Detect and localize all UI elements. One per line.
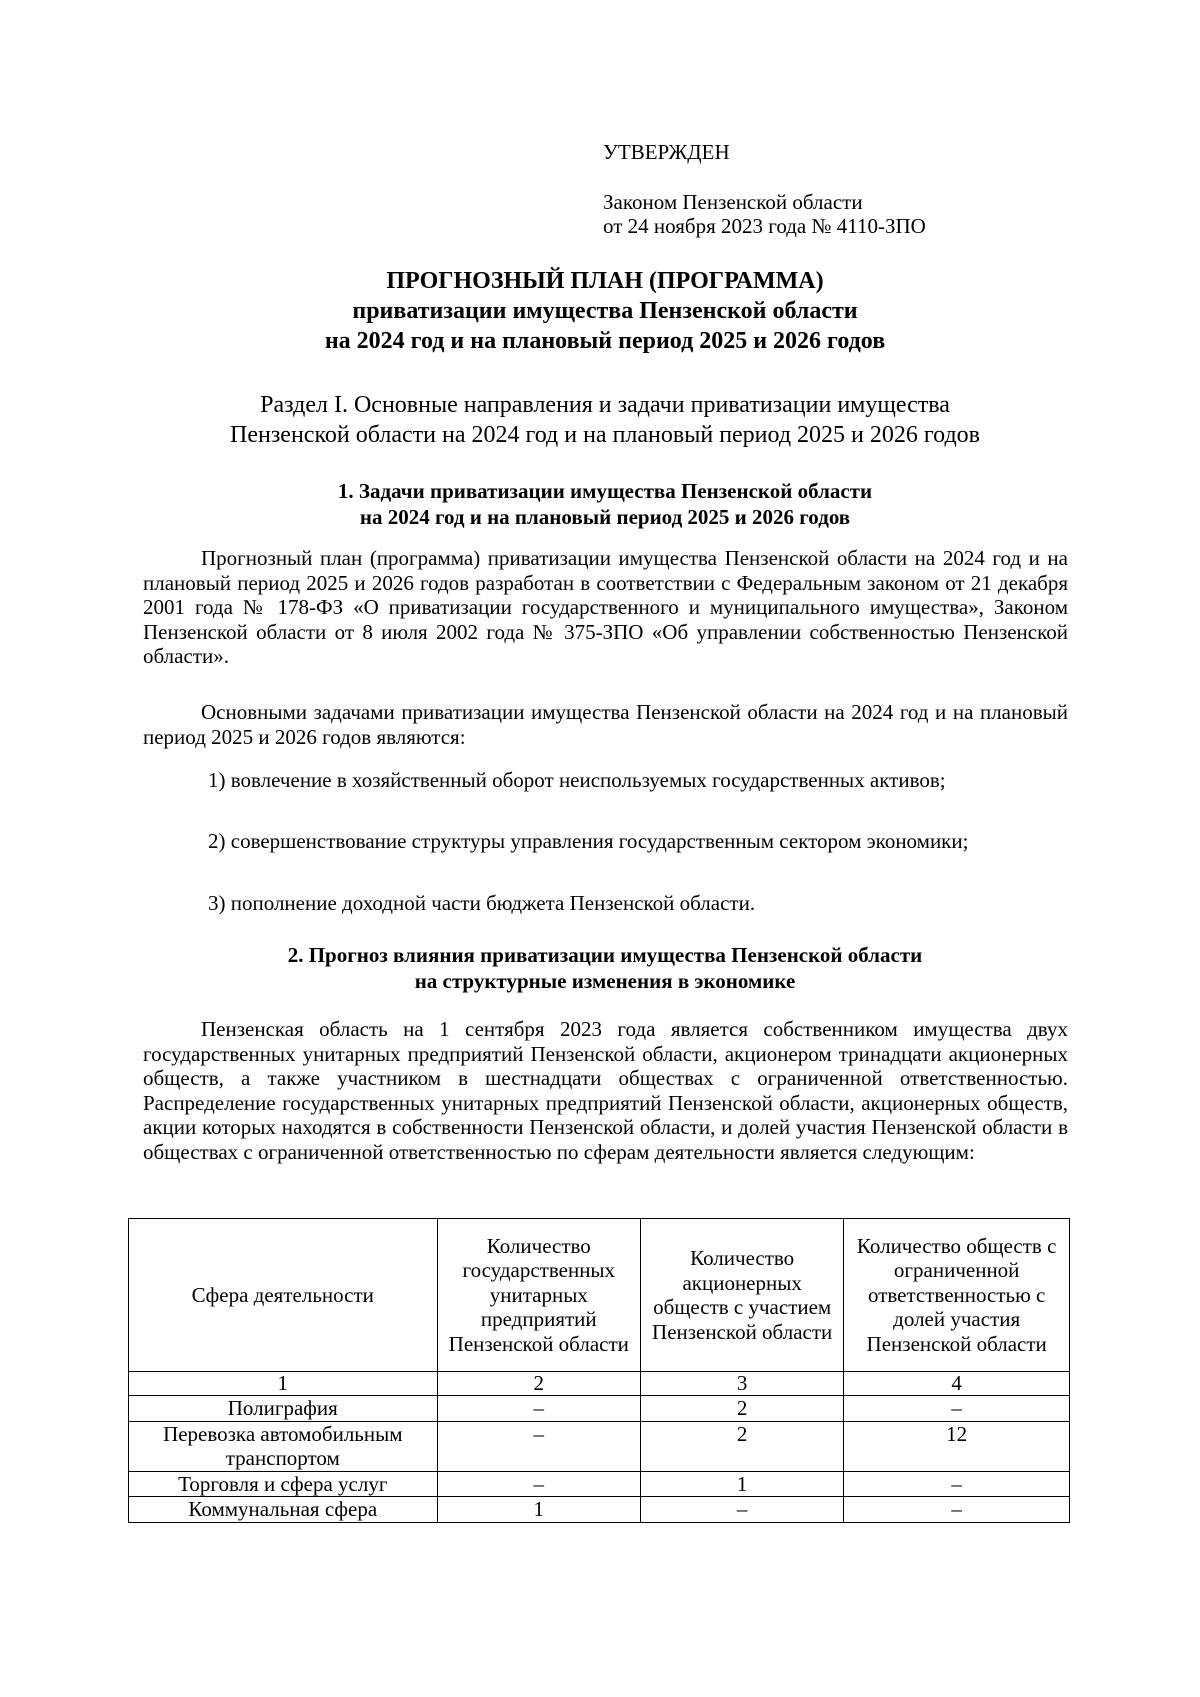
table-cell: 12 — [844, 1421, 1070, 1471]
header-joint-stock-companies: Количество акционерных обществ с участием Пензенской области — [640, 1219, 843, 1372]
column-number: 2 — [437, 1372, 640, 1396]
header-llc-shares: Количество обществ с ограниченной ответственностью с долей участия Пензенской области — [844, 1219, 1070, 1372]
header-unitary-enterprises: Количество государственных унитарных предприятий Пензенской области — [437, 1219, 640, 1372]
task-item: 3) пополнение доходной части бюджета Пензенской области. — [208, 891, 756, 915]
table-cell: 2 — [640, 1421, 843, 1471]
task-item: 1) вовлечение в хозяйственный оборот неиспользуемых государственных активов; — [208, 768, 946, 792]
table-cell: – — [844, 1396, 1070, 1422]
table-cell: Торговля и сфера услуг — [129, 1471, 438, 1497]
table-row — [129, 1421, 1070, 1471]
table-row — [129, 1396, 1070, 1422]
table-cell: 1 — [437, 1497, 640, 1523]
paragraph-tasks-intro: Основными задачами приватизации имущества Пензенской области на 2024 год и на плановый период 2025 и 2026 годов являются: — [143, 700, 1068, 749]
column-number: 3 — [640, 1372, 843, 1396]
document-title — [145, 266, 1065, 356]
subsection-2-line-2: на структурные изменения в экономике — [414, 969, 796, 993]
table-cell: 1 — [640, 1471, 843, 1497]
subsection-1-line-2: на 2024 год и на плановый период 2025 и 2026 годов — [359, 505, 851, 529]
title-line-2: приватизации имущества Пензенской области — [352, 298, 858, 324]
activity-distribution-table — [128, 1218, 1070, 1523]
table-cell: 2 — [640, 1396, 843, 1422]
header-activity-sphere: Сфера деятельности — [129, 1219, 438, 1372]
subsection-1-line-1: 1. Задачи приватизации имущества Пензенской области — [337, 479, 873, 503]
table-cell: Перевозка автомобильным транспортом — [129, 1421, 438, 1471]
section-1-line-2: Пензенской области на 2024 год и на плановый период 2025 и 2026 годов — [230, 422, 980, 448]
section-1-heading — [145, 390, 1065, 450]
approval-stamp: УТВЕРЖДЕН — [603, 140, 730, 164]
subsection-2-line-1: 2. Прогноз влияния приватизации имущества Пензенской области — [287, 943, 923, 967]
table-cell: – — [844, 1471, 1070, 1497]
paragraph-legal-basis: Прогнозный план (программа) приватизации имущества Пензенской области на 2024 год и на плановый период 2025 и 2026 годов разработан в соответствии с Федеральным законом от 21 декабря 2001 года № 178-ФЗ «О приватизации государственного и муниципального имущества», Законом Пензенской области от 8 июля 2002 года № 375-ЗПО «Об управлении собственностью Пензенской области». — [143, 546, 1068, 668]
column-number-row — [129, 1372, 1070, 1396]
title-line-1: ПРОГНОЗНЫЙ ПЛАН (ПРОГРАММА) — [386, 268, 824, 294]
table-cell: – — [640, 1497, 843, 1523]
table-cell: – — [437, 1421, 640, 1471]
table-row — [129, 1471, 1070, 1497]
table-cell: Коммунальная сфера — [129, 1497, 438, 1523]
table-row — [129, 1497, 1070, 1523]
column-number: 1 — [129, 1372, 438, 1396]
subsection-1-heading — [145, 478, 1065, 530]
table-cell: – — [437, 1396, 640, 1422]
approval-law-date: от 24 ноября 2023 года № 4110-ЗПО — [603, 214, 926, 238]
paragraph-property-distribution: Пензенская область на 1 сентября 2023 года является собственником имущества двух государственных унитарных предприятий Пензенской области, акционером тринадцати акционерных обществ, а также участником в шестнадцати обществах с ограниченной ответственностью. Распределение государственных унитарных предприятий Пензенской области, акционерных обществ, акции которых находятся в собственности Пензенской области, и долей участия Пензенской области в обществах с ограниченной ответственностью по сферам деятельности является следующим: — [143, 1017, 1068, 1164]
table-cell: – — [437, 1471, 640, 1497]
table-cell: – — [844, 1497, 1070, 1523]
task-item: 2) совершенствование структуры управления государственным сектором экономики; — [208, 829, 969, 853]
title-line-3: на 2024 год и на плановый период 2025 и 2026 годов — [324, 328, 886, 354]
subsection-2-heading — [145, 942, 1065, 994]
section-1-line-1: Раздел I. Основные направления и задачи приватизации имущества — [260, 392, 950, 418]
column-number: 4 — [844, 1372, 1070, 1396]
approval-law-name: Законом Пензенской области — [603, 190, 863, 214]
approval-block — [603, 140, 926, 238]
table-header-row — [129, 1219, 1070, 1372]
table-cell: Полиграфия — [129, 1396, 438, 1422]
